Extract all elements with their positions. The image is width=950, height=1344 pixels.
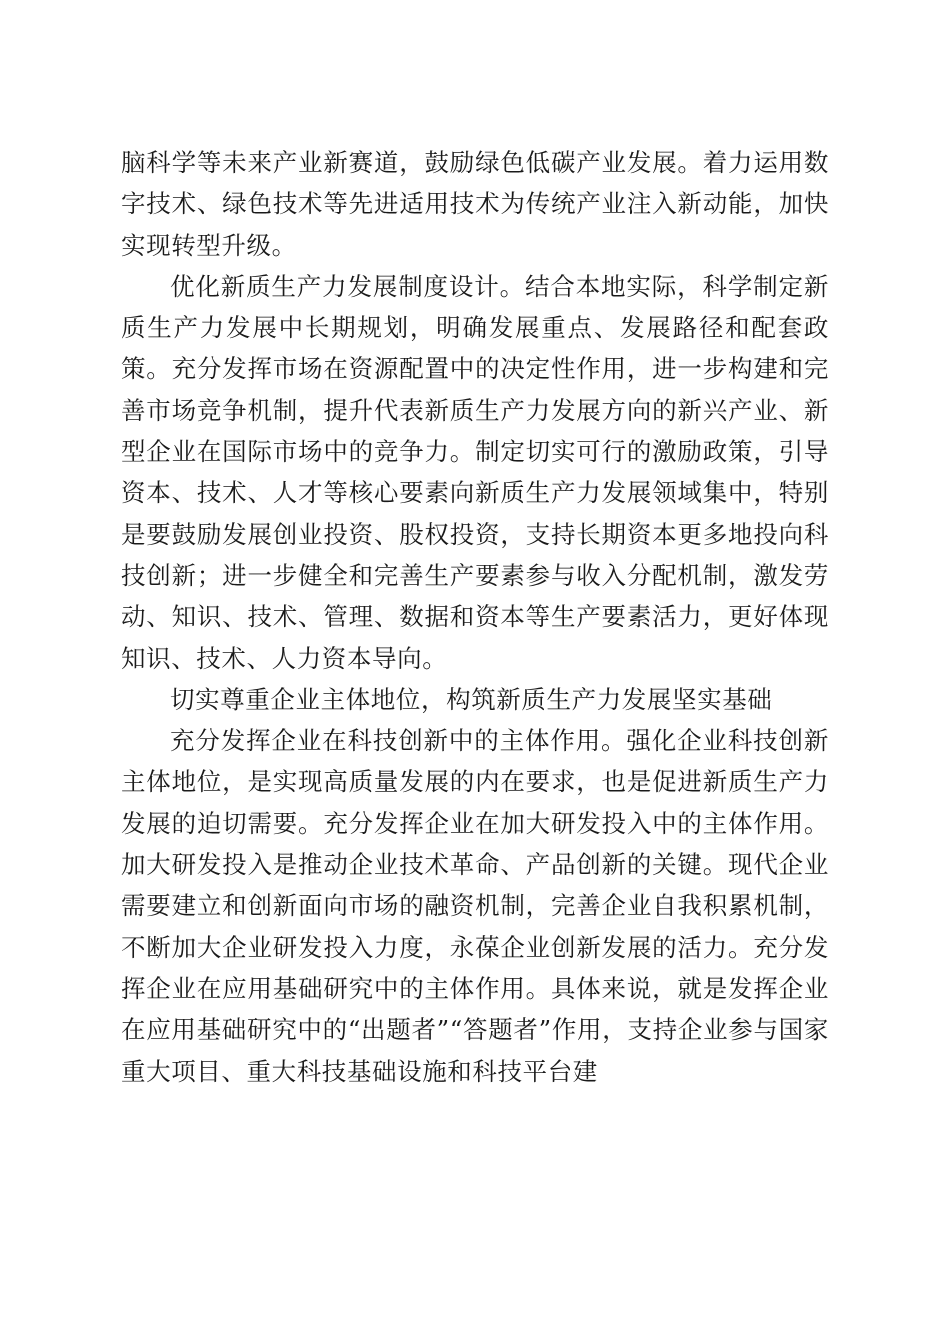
- paragraph-institutional-design: 优化新质生产力发展制度设计。结合本地实际，科学制定新质生产力发展中长期规划，明确发展重点、发展路径和配套政策。充分发挥市场在资源配置中的决定性作用，进一步构建和完善市场竞争机制，提升代表新质生产力发展方向的新兴产业、新型企业在国际市场中的竞争力。制定切实可行的激励政策，引导资本、技术、人才等核心要素向新质生产力发展领域集中，特别是要鼓励发展创业投资、股权投资，支持长期资本更多地投向科技创新；进一步健全和完善生产要素参与收入分配机制，激发劳动、知识、技术、管理、数据和资本等生产要素活力，更好体现知识、技术、人力资本导向。: [121, 271, 829, 673]
- paragraph-enterprise-role: 充分发挥企业在科技创新中的主体作用。强化企业科技创新主体地位，是实现高质量发展的内在要求，也是促进新质生产力发展的迫切需要。充分发挥企业在加大研发投入中的主体作用。加大研发投入是推动企业技术革命、产品创新的关键。现代企业需要建立和创新面向市场的融资机制，完善企业自我积累机制，不断加大企业研发投入力度，永葆企业创新发展的活力。充分发挥企业在应用基础研究中的主体作用。具体来说，就是发挥企业在应用基础研究中的“出题者”“答题者”作用，支持企业参与国家重大项目、重大科技基础设施和科技平台建: [121, 726, 829, 1086]
- document-body: [121, 142, 829, 1092]
- paragraph-continuation: 脑科学等未来产业新赛道，鼓励绿色低碳产业发展。着力运用数字技术、绿色技术等先进适用技术为传统产业注入新动能，加快实现转型升级。: [121, 148, 829, 260]
- section-heading: 切实尊重企业主体地位，构筑新质生产力发展坚实基础: [170, 684, 773, 714]
